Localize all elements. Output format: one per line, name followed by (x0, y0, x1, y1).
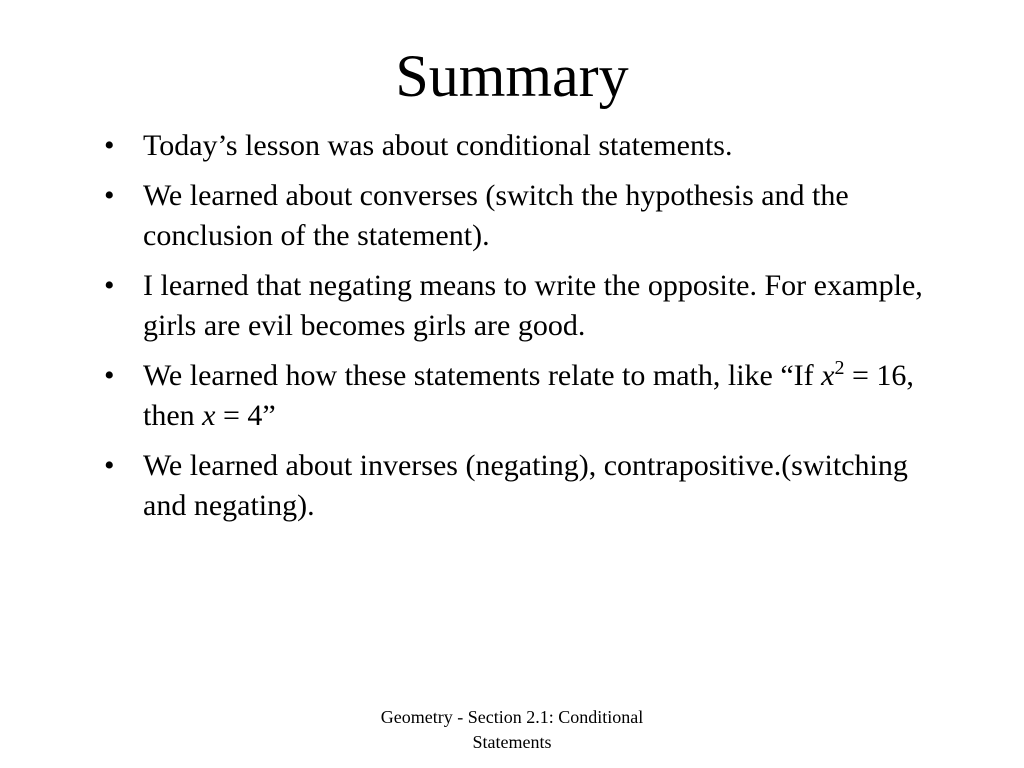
bullet-text-part: = 16, then (143, 359, 914, 432)
bullet-icon: • (104, 179, 115, 212)
bullet-text: I learned that negating means to write the opposite. For example, girls are evil becomes girls are good. (143, 269, 923, 342)
bullet-item (98, 176, 958, 256)
bullet-text-part: = 4” (215, 399, 276, 432)
bullet-text-part: We learned how these statements relate to math, like “If (143, 359, 822, 392)
bullet-icon: • (104, 129, 115, 162)
bullet-icon: • (104, 449, 115, 482)
bullet-text-math (143, 359, 914, 432)
bullet-item (98, 446, 958, 526)
bullet-text: We learned about converses (switch the hypothesis and the conclusion of the statement). (143, 179, 849, 252)
math-variable: x (202, 399, 216, 432)
slide-title: Summary (395, 43, 629, 109)
math-variable: x (821, 359, 835, 392)
bullet-item (98, 266, 958, 346)
footer-line: Geometry - Section 2.1: Conditional (380, 707, 644, 727)
bullet-icon: • (104, 269, 115, 302)
math-exponent: 2 (834, 357, 845, 379)
bullet-item (98, 356, 958, 436)
bullet-text: Today’s lesson was about conditional statements. (143, 129, 733, 162)
bullet-list (98, 126, 958, 536)
footer-line: Statements (472, 732, 552, 752)
bullet-text: We learned about inverses (negating), contrapositive.(switching and negating). (143, 449, 908, 522)
bullet-item (98, 126, 958, 166)
bullet-icon: • (104, 359, 115, 392)
slide-footer (350, 705, 674, 755)
